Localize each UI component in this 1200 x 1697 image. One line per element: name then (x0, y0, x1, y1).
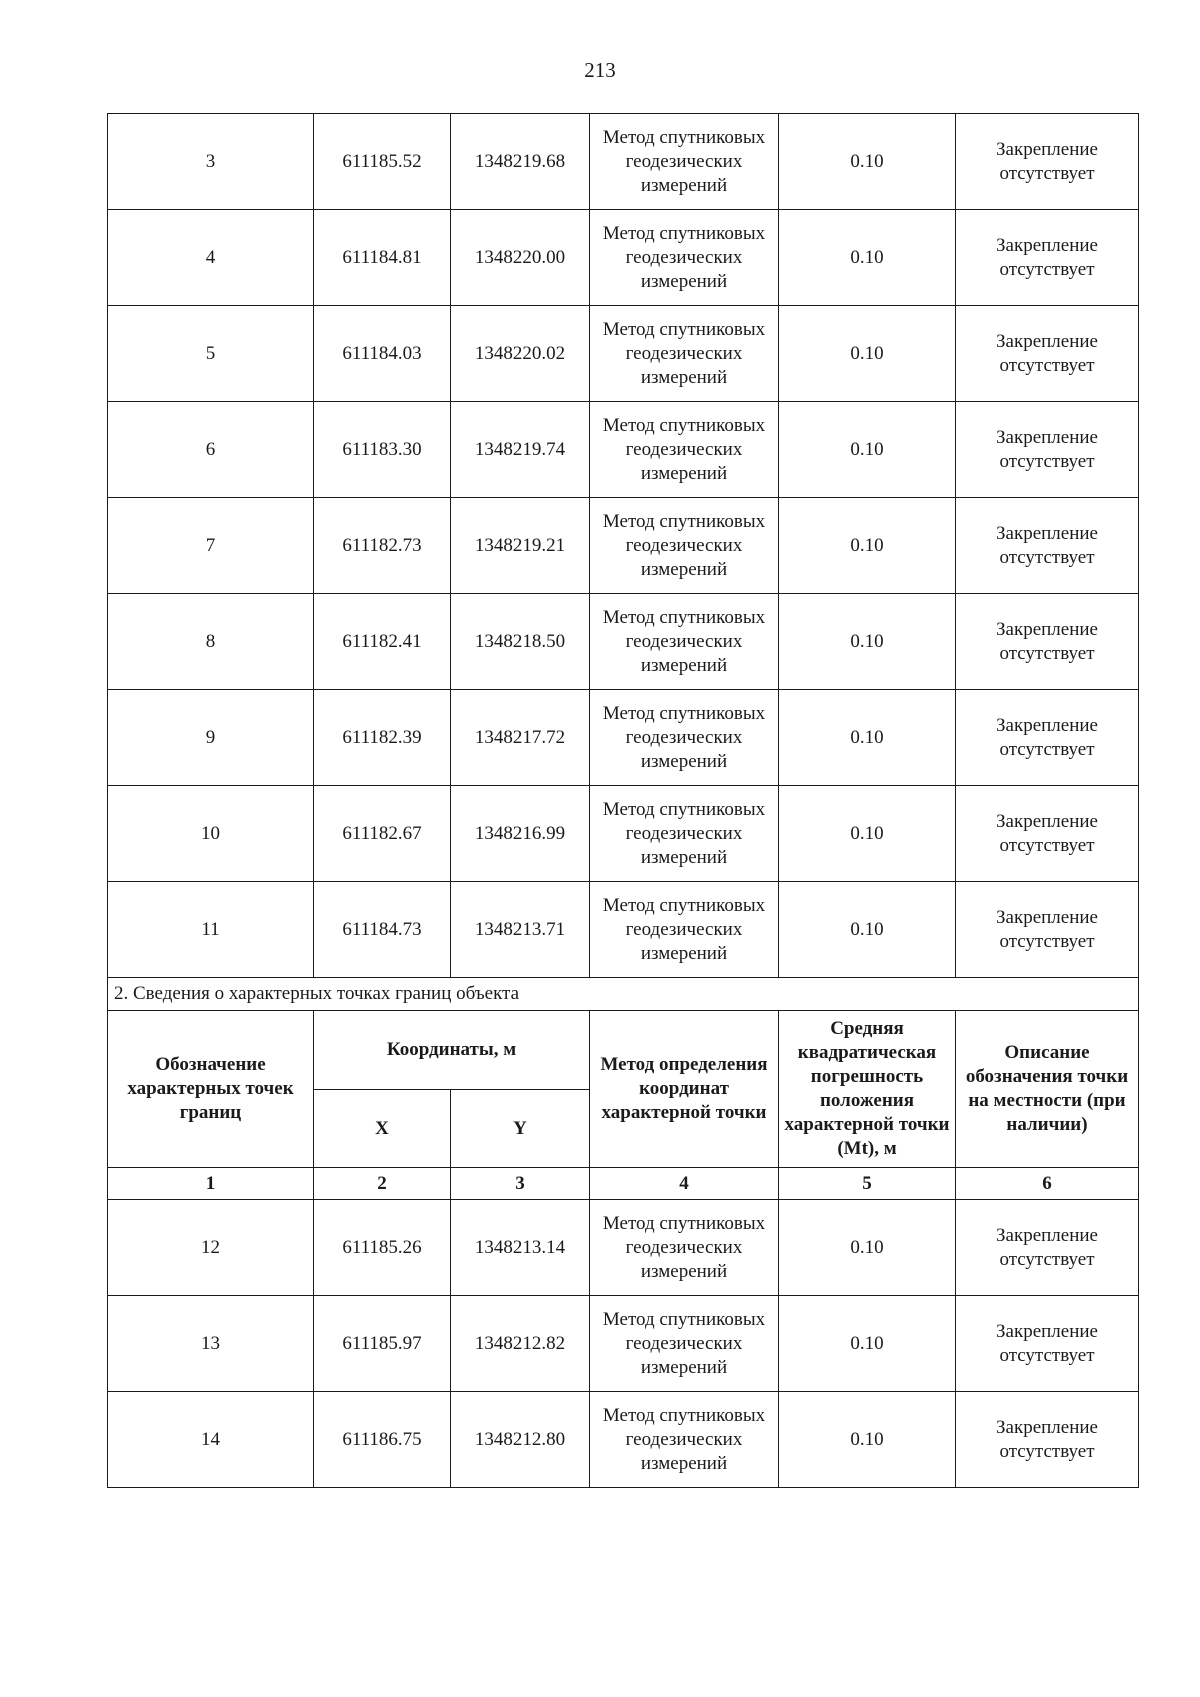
error-cell: 0.10 (779, 882, 956, 978)
error-cell: 0.10 (779, 1296, 956, 1392)
y-coordinate-cell: 1348220.02 (451, 306, 590, 402)
point-id-cell: 4 (108, 210, 314, 306)
error-cell: 0.10 (779, 402, 956, 498)
x-coordinate-cell: 611182.67 (314, 786, 451, 882)
table-row (108, 306, 1139, 402)
fixation-cell: Закрепление отсутствует (956, 786, 1139, 882)
error-cell: 0.10 (779, 1200, 956, 1296)
fixation-cell: Закрепление отсутствует (956, 306, 1139, 402)
x-coordinate-cell: 611183.30 (314, 402, 451, 498)
table-row (108, 1296, 1139, 1392)
y-coordinate-cell: 1348219.21 (451, 498, 590, 594)
y-coordinate-cell: 1348220.00 (451, 210, 590, 306)
y-coordinate-cell: 1348216.99 (451, 786, 590, 882)
top-rows (108, 114, 1139, 978)
y-coordinate-cell: 1348213.14 (451, 1200, 590, 1296)
point-id-cell: 11 (108, 882, 314, 978)
x-coordinate-cell: 611185.97 (314, 1296, 451, 1392)
fixation-cell: Закрепление отсутствует (956, 210, 1139, 306)
y-coordinate-cell: 1348219.68 (451, 114, 590, 210)
method-cell: Метод спутниковых геодезических измерений (590, 210, 779, 306)
error-cell: 0.10 (779, 114, 956, 210)
fixation-cell: Закрепление отсутствует (956, 1200, 1139, 1296)
fixation-cell: Закрепление отсутствует (956, 1392, 1139, 1488)
table-row (108, 402, 1139, 498)
fixation-cell: Закрепление отсутствует (956, 1296, 1139, 1392)
table-row (108, 498, 1139, 594)
table-row (108, 1200, 1139, 1296)
point-id-cell: 14 (108, 1392, 314, 1488)
column-number-row (108, 1168, 1139, 1200)
section-title: 2. Сведения о характерных точках границ объекта (108, 978, 1139, 1011)
method-cell: Метод спутниковых геодезических измерений (590, 306, 779, 402)
fixation-cell: Закрепление отсутствует (956, 498, 1139, 594)
column-number: 6 (956, 1168, 1139, 1200)
x-coordinate-cell: 611182.41 (314, 594, 451, 690)
y-coordinate-cell: 1348212.82 (451, 1296, 590, 1392)
x-coordinate-cell: 611182.73 (314, 498, 451, 594)
fixation-cell: Закрепление отсутствует (956, 402, 1139, 498)
error-cell: 0.10 (779, 1392, 956, 1488)
header-method: Метод определения координат характерной точки (590, 1011, 779, 1168)
y-coordinate-cell: 1348217.72 (451, 690, 590, 786)
error-cell: 0.10 (779, 210, 956, 306)
x-coordinate-cell: 611186.75 (314, 1392, 451, 1488)
point-id-cell: 7 (108, 498, 314, 594)
header-designation: Обозначение характерных точек границ (108, 1011, 314, 1168)
column-number: 4 (590, 1168, 779, 1200)
column-number: 5 (779, 1168, 956, 1200)
page-number: 213 (584, 58, 616, 82)
method-cell: Метод спутниковых геодезических измерений (590, 786, 779, 882)
method-cell: Метод спутниковых геодезических измерений (590, 690, 779, 786)
method-cell: Метод спутниковых геодезических измерений (590, 594, 779, 690)
column-number: 3 (451, 1168, 590, 1200)
header-error: Средняя квадратическая погрешность положения характерной точки (Mt), м (779, 1011, 956, 1168)
table-row (108, 210, 1139, 306)
column-number: 2 (314, 1168, 451, 1200)
x-coordinate-cell: 611185.26 (314, 1200, 451, 1296)
point-id-cell: 3 (108, 114, 314, 210)
bottom-rows (108, 1200, 1139, 1488)
table-row (108, 690, 1139, 786)
table-row (108, 1392, 1139, 1488)
boundary-points-table (107, 113, 1139, 1488)
y-coordinate-cell: 1348219.74 (451, 402, 590, 498)
fixation-cell: Закрепление отсутствует (956, 882, 1139, 978)
method-cell: Метод спутниковых геодезических измерений (590, 1200, 779, 1296)
header-y: Y (451, 1090, 590, 1168)
column-number: 1 (108, 1168, 314, 1200)
table-row (108, 114, 1139, 210)
table-row (108, 882, 1139, 978)
header-coordinates: Координаты, м (314, 1011, 590, 1090)
section-title-row (108, 978, 1139, 1011)
x-coordinate-cell: 611184.73 (314, 882, 451, 978)
table-row (108, 786, 1139, 882)
method-cell: Метод спутниковых геодезических измерений (590, 882, 779, 978)
error-cell: 0.10 (779, 690, 956, 786)
point-id-cell: 6 (108, 402, 314, 498)
method-cell: Метод спутниковых геодезических измерений (590, 498, 779, 594)
header-description: Описание обозначения точки на местности (при наличии) (956, 1011, 1139, 1168)
section-two (108, 978, 1139, 1200)
x-coordinate-cell: 611184.81 (314, 210, 451, 306)
x-coordinate-cell: 611184.03 (314, 306, 451, 402)
point-id-cell: 12 (108, 1200, 314, 1296)
header-row (108, 1011, 1139, 1090)
y-coordinate-cell: 1348213.71 (451, 882, 590, 978)
point-id-cell: 10 (108, 786, 314, 882)
point-id-cell: 13 (108, 1296, 314, 1392)
method-cell: Метод спутниковых геодезических измерений (590, 114, 779, 210)
fixation-cell: Закрепление отсутствует (956, 114, 1139, 210)
x-coordinate-cell: 611182.39 (314, 690, 451, 786)
error-cell: 0.10 (779, 594, 956, 690)
error-cell: 0.10 (779, 306, 956, 402)
point-id-cell: 9 (108, 690, 314, 786)
point-id-cell: 8 (108, 594, 314, 690)
fixation-cell: Закрепление отсутствует (956, 690, 1139, 786)
point-id-cell: 5 (108, 306, 314, 402)
y-coordinate-cell: 1348212.80 (451, 1392, 590, 1488)
error-cell: 0.10 (779, 498, 956, 594)
fixation-cell: Закрепление отсутствует (956, 594, 1139, 690)
y-coordinate-cell: 1348218.50 (451, 594, 590, 690)
method-cell: Метод спутниковых геодезических измерений (590, 1296, 779, 1392)
method-cell: Метод спутниковых геодезических измерений (590, 402, 779, 498)
method-cell: Метод спутниковых геодезических измерений (590, 1392, 779, 1488)
header-x: X (314, 1090, 451, 1168)
error-cell: 0.10 (779, 786, 956, 882)
x-coordinate-cell: 611185.52 (314, 114, 451, 210)
table-row (108, 594, 1139, 690)
